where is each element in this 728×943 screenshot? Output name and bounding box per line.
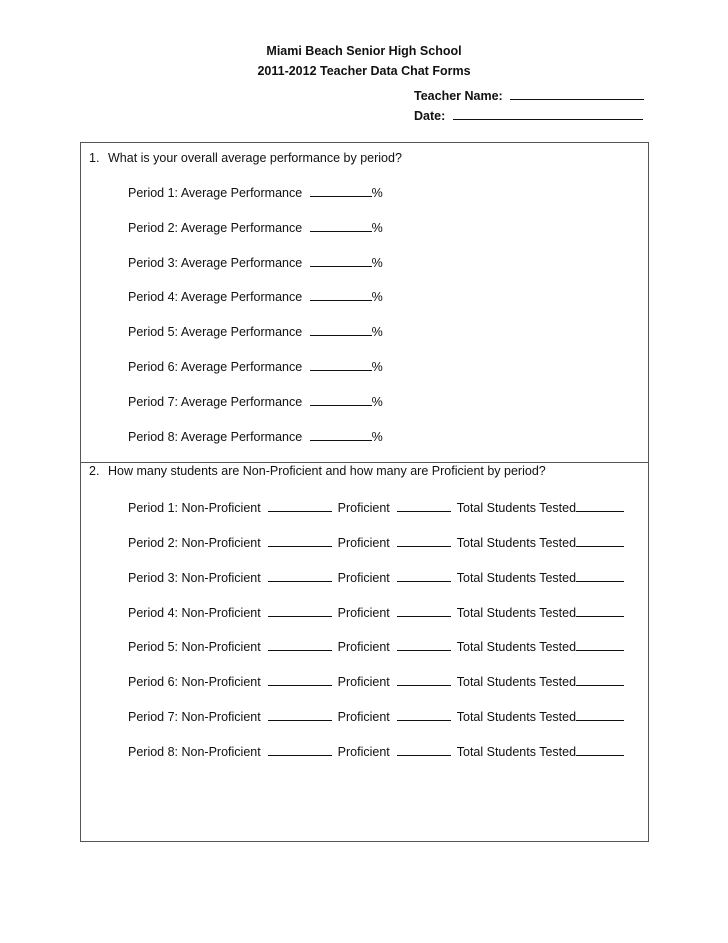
percent-unit: % [371,186,383,200]
q2-row-label: Period 5: Non-Proficient [128,640,261,654]
question-1-number: 1. [89,151,100,165]
proficient-field[interactable] [397,500,451,512]
total-students-label: Total Students Tested [456,710,577,724]
non-proficient-field[interactable] [268,744,332,756]
average-performance-field[interactable] [310,220,372,232]
q1-row-label: Period 1: Average Performance [128,186,303,200]
average-performance-field[interactable] [310,255,372,267]
non-proficient-field[interactable] [268,500,332,512]
q1-row-label: Period 8: Average Performance [128,430,303,444]
total-students-field[interactable] [576,744,624,756]
q2-row-period-6 [128,674,624,689]
form-frame [80,142,649,842]
q2-row-label: Period 7: Non-Proficient [128,710,261,724]
average-performance-field[interactable] [310,185,372,197]
proficient-label: Proficient [337,606,390,620]
total-students-field[interactable] [576,674,624,686]
proficient-label: Proficient [337,536,390,550]
form-header [0,41,728,81]
total-students-field[interactable] [576,605,624,617]
school-name: Miami Beach Senior High School [266,44,462,58]
proficient-field[interactable] [397,674,451,686]
date-line [414,106,644,126]
q1-row-period-5 [128,324,383,339]
form-title: 2011-2012 Teacher Data Chat Forms [257,64,471,78]
teacher-name-field[interactable] [510,88,644,100]
percent-unit: % [371,395,383,409]
non-proficient-field[interactable] [268,570,332,582]
percent-unit: % [371,430,383,444]
question-1-section [81,143,648,463]
average-performance-field[interactable] [310,289,372,301]
question-2-number: 2. [89,464,100,478]
proficient-label: Proficient [337,710,390,724]
total-students-label: Total Students Tested [456,571,577,585]
percent-unit: % [371,221,383,235]
proficient-label: Proficient [337,745,390,759]
question-1-text: What is your overall average performance by period? [108,151,402,165]
proficient-field[interactable] [397,744,451,756]
q1-row-label: Period 7: Average Performance [128,395,303,409]
proficient-label: Proficient [337,571,390,585]
question-2-section [81,463,648,841]
q2-row-label: Period 3: Non-Proficient [128,571,261,585]
q1-row-label: Period 5: Average Performance [128,325,303,339]
proficient-field[interactable] [397,639,451,651]
q1-row-period-3 [128,255,383,270]
q1-row-period-7 [128,394,383,409]
average-performance-field[interactable] [310,324,372,336]
percent-unit: % [371,290,383,304]
q2-row-period-2 [128,535,624,550]
total-students-field[interactable] [576,639,624,651]
proficient-label: Proficient [337,640,390,654]
total-students-label: Total Students Tested [456,606,577,620]
non-proficient-field[interactable] [268,605,332,617]
q1-row-period-6 [128,359,383,374]
q2-row-period-3 [128,570,624,585]
q2-row-label: Period 6: Non-Proficient [128,675,261,689]
total-students-field[interactable] [576,570,624,582]
date-label: Date: [414,109,446,123]
percent-unit: % [371,256,383,270]
total-students-label: Total Students Tested [456,501,577,515]
total-students-label: Total Students Tested [456,640,577,654]
q1-row-period-4 [128,289,383,304]
q2-row-label: Period 4: Non-Proficient [128,606,261,620]
total-students-field[interactable] [576,709,624,721]
q1-row-period-2 [128,220,383,235]
percent-unit: % [371,325,383,339]
non-proficient-field[interactable] [268,639,332,651]
q2-row-period-1 [128,500,624,515]
non-proficient-field[interactable] [268,674,332,686]
question-2 [89,464,546,478]
q2-row-period-8 [128,744,624,759]
proficient-field[interactable] [397,709,451,721]
proficient-field[interactable] [397,570,451,582]
q1-row-period-1 [128,185,383,200]
average-performance-field[interactable] [310,394,372,406]
total-students-label: Total Students Tested [456,536,577,550]
q2-row-label: Period 8: Non-Proficient [128,745,261,759]
non-proficient-field[interactable] [268,709,332,721]
teacher-name-line [414,86,644,106]
non-proficient-field[interactable] [268,535,332,547]
question-2-text: How many students are Non-Proficient and how many are Proficient by period? [108,464,546,478]
total-students-field[interactable] [576,500,624,512]
q2-row-label: Period 1: Non-Proficient [128,501,261,515]
proficient-label: Proficient [337,675,390,689]
q2-row-label: Period 2: Non-Proficient [128,536,261,550]
date-field[interactable] [453,108,643,120]
proficient-field[interactable] [397,535,451,547]
q1-row-period-8 [128,429,383,444]
average-performance-field[interactable] [310,359,372,371]
proficient-field[interactable] [397,605,451,617]
proficient-label: Proficient [337,501,390,515]
q2-row-period-7 [128,709,624,724]
total-students-field[interactable] [576,535,624,547]
q1-row-label: Period 6: Average Performance [128,360,303,374]
average-performance-field[interactable] [310,429,372,441]
q2-row-period-4 [128,605,624,620]
q2-row-period-5 [128,639,624,654]
question-1 [89,151,402,165]
percent-unit: % [371,360,383,374]
q1-row-label: Period 4: Average Performance [128,290,303,304]
total-students-label: Total Students Tested [456,675,577,689]
total-students-label: Total Students Tested [456,745,577,759]
q1-row-label: Period 2: Average Performance [128,221,303,235]
q1-row-label: Period 3: Average Performance [128,256,303,270]
form-meta [414,86,644,126]
teacher-name-label: Teacher Name: [414,89,503,103]
